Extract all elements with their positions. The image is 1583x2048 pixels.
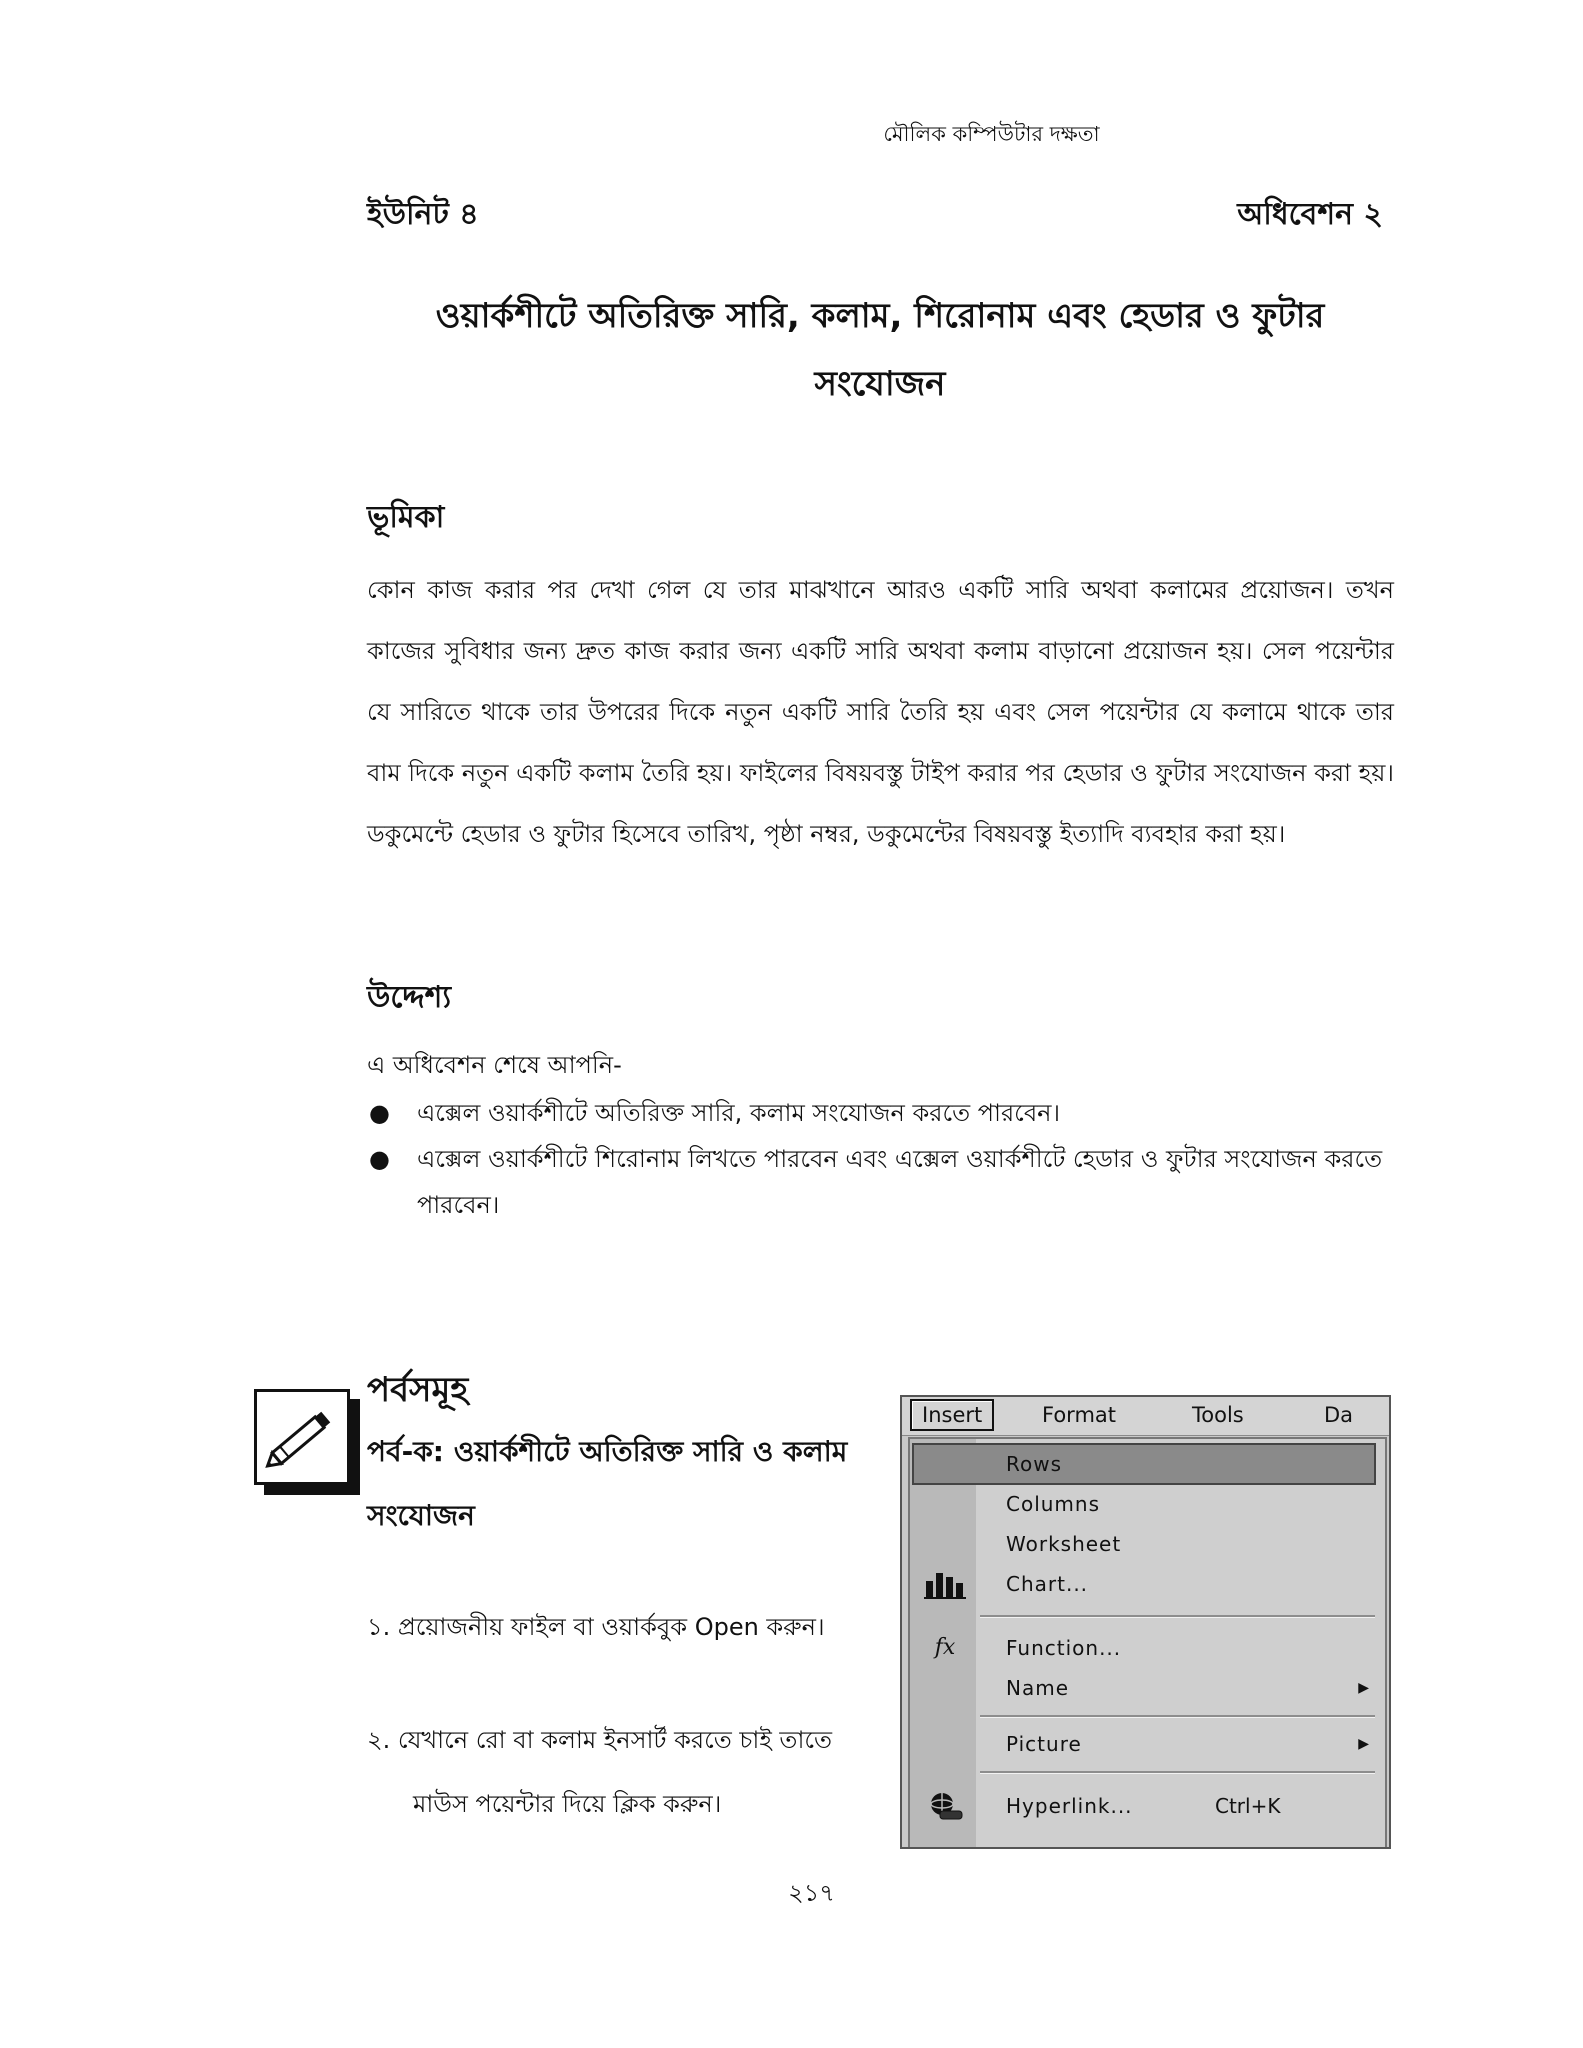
list-item bbox=[367, 1090, 1387, 1136]
menu-item-label: Chart... bbox=[1006, 1572, 1089, 1596]
submenu-arrow-icon: ▶ bbox=[1358, 1680, 1369, 1696]
page-title-line-2: সংযোজন bbox=[814, 364, 946, 404]
menu-item-hyperlink[interactable] bbox=[910, 1787, 1385, 1825]
page-number: ২১৭ bbox=[788, 1879, 835, 1907]
menu-item-rows[interactable] bbox=[914, 1445, 1374, 1483]
menu-item-label: Hyperlink... bbox=[1006, 1794, 1133, 1818]
unit-label: ইউনিট ৪ bbox=[367, 197, 479, 232]
objectives-heading: উদ্দেশ্য bbox=[367, 980, 452, 1015]
menu-item-shortcut: Ctrl+K bbox=[1215, 1794, 1281, 1818]
chart-icon bbox=[922, 1567, 968, 1601]
hyperlink-icon bbox=[922, 1789, 968, 1823]
pencil-icon bbox=[254, 1389, 350, 1485]
step-1-text: ১. প্রয়োজনীয় ফাইল বা ওয়ার্কবুক Open করুন। bbox=[367, 1613, 825, 1641]
bullet-icon: ● bbox=[369, 1145, 390, 1173]
objective-text: এক্সেল ওয়ার্কশীটে অতিরিক্ত সারি, কলাম সংযোজন করতে পারবেন। bbox=[417, 1099, 1061, 1127]
menu-separator bbox=[980, 1615, 1375, 1618]
book-title: মৌলিক কম্পিউটার দক্ষতা bbox=[883, 122, 1100, 146]
page-title bbox=[360, 282, 1400, 418]
menu-item-label: Function... bbox=[1006, 1636, 1122, 1660]
list-item bbox=[367, 1136, 1387, 1228]
menu-data[interactable]: Da bbox=[1324, 1403, 1354, 1427]
session-label: অধিবেশন ২ bbox=[1237, 197, 1383, 232]
menu-bar bbox=[902, 1397, 1389, 1436]
part-title: পর্ব-ক: ওয়ার্কশীটে অতিরিক্ত সারি ও কলাম সংযোজন bbox=[367, 1435, 848, 1532]
menu-item-label: Picture bbox=[1006, 1732, 1082, 1756]
menu-item-label: Rows bbox=[1006, 1452, 1063, 1476]
step-2-text: ২. যেখানে রো বা কলাম ইনসার্ট করতে চাই তাতে মাউস পয়েন্টার দিয়ে ক্লিক করুন। bbox=[367, 1726, 833, 1818]
objectives-list bbox=[367, 1090, 1387, 1228]
steps-heading: পর্বসমূহ bbox=[367, 1370, 469, 1410]
objective-text: এক্সেল ওয়ার্কশীটে শিরোনাম লিখতে পারবেন এবং এক্সেল ওয়ার্কশীটে হেডার ও ফুটার সংযোজন করতে পারবেন। bbox=[417, 1145, 1383, 1219]
menu-format[interactable]: Format bbox=[1042, 1403, 1117, 1427]
intro-heading: ভূমিকা bbox=[367, 500, 445, 535]
insert-dropdown bbox=[908, 1437, 1387, 1849]
objectives-lead: এ অধিবেশন শেষে আপনি- bbox=[367, 1051, 622, 1079]
excel-insert-menu-screenshot bbox=[900, 1395, 1391, 1849]
menu-item-chart[interactable] bbox=[910, 1565, 1385, 1603]
menu-item-name[interactable] bbox=[910, 1669, 1385, 1707]
step-2 bbox=[367, 1708, 877, 1836]
submenu-arrow-icon: ▶ bbox=[1358, 1736, 1369, 1752]
function-icon: fx bbox=[934, 1635, 956, 1660]
menu-separator bbox=[980, 1771, 1375, 1774]
intro-paragraph: কোন কাজ করার পর দেখা গেল যে তার মাঝখানে আরও একটি সারি অথবা কলামের প্রয়োজন। তখন কাজের সুবিধার জন্য দ্রুত কাজ করার জন্য একটি সারি অথবা কলাম বাড়ানো প্রয়োজন হয়। সেল পয়েন্টার যে সারিতে থাকে তার উপরের দিকে নতুন একটি সারি তৈরি হয় এবং সেল পয়েন্টার যে কলামে থাকে তার বাম দিকে নতুন একটি কলাম তৈরি হয়। ফাইলের বিষয়বস্তু টাইপ করার পর হেডার ও ফুটার সংযোজন করা হয়। ডকুমেন্টে হেডার ও ফুটার হিসেবে তারিখ, পৃষ্ঠা নম্বর, ডকুমেন্টের বিষয়বস্তু ইত্যাদি ব্যবহার করা হয়। bbox=[367, 576, 1394, 848]
bullet-icon: ● bbox=[369, 1099, 390, 1127]
menu-separator bbox=[980, 1715, 1375, 1718]
menu-tools[interactable]: Tools bbox=[1192, 1403, 1244, 1427]
menu-item-picture[interactable] bbox=[910, 1725, 1385, 1763]
menu-item-label: Name bbox=[1006, 1676, 1070, 1700]
menu-item-columns[interactable] bbox=[910, 1485, 1385, 1523]
page-title-line-1: ওয়ার্কশীটে অতিরিক্ত সারি, কলাম, শিরোনাম এবং হেডার ও ফুটার bbox=[435, 296, 1325, 336]
step-1 bbox=[367, 1595, 877, 1659]
menu-item-worksheet[interactable] bbox=[910, 1525, 1385, 1563]
menu-item-function[interactable] bbox=[910, 1629, 1385, 1667]
menu-insert[interactable]: Insert bbox=[910, 1399, 994, 1431]
menu-item-label: Columns bbox=[1006, 1492, 1101, 1516]
menu-item-label: Worksheet bbox=[1006, 1532, 1122, 1556]
